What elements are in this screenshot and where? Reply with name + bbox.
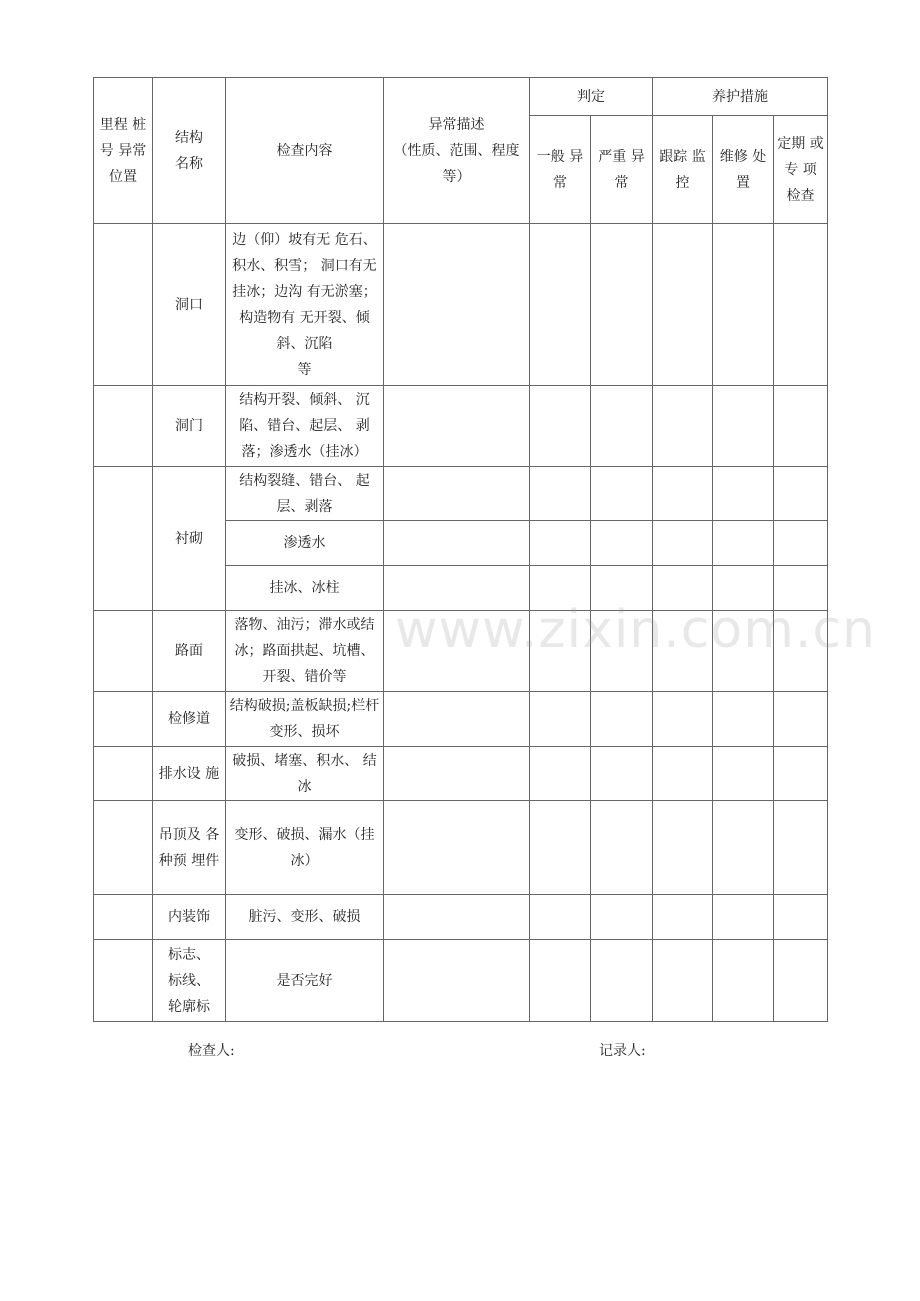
description-cell[interactable] [384, 467, 530, 521]
inspection-form [93, 77, 827, 1022]
structure-cell: 标志、 标线、 轮廓标 [153, 940, 226, 1022]
header-judge-severe: 严重 异常 [591, 116, 653, 224]
structure-cell: 内装饰 [153, 895, 226, 940]
content-cell: 结构破损;盖板缺损;栏杆变形、损坏 [226, 692, 384, 747]
repair-cell[interactable] [713, 692, 774, 747]
special-cell[interactable] [774, 386, 828, 467]
repair-cell[interactable] [713, 386, 774, 467]
monitor-cell[interactable] [653, 801, 713, 895]
judge-severe-cell[interactable] [591, 801, 653, 895]
repair-cell[interactable] [713, 224, 774, 386]
judge-general-cell[interactable] [530, 692, 591, 747]
description-cell[interactable] [384, 224, 530, 386]
header-description: 异常描述 （性质、范围、程度等） [384, 78, 530, 224]
monitor-cell[interactable] [653, 895, 713, 940]
content-cell: 挂冰、冰柱 [226, 566, 384, 611]
location-cell[interactable] [94, 692, 153, 747]
judge-severe-cell[interactable] [591, 747, 653, 801]
content-cell: 结构开裂、倾斜、 沉陷、错台、起层、 剥落；渗透水（挂冰） [226, 386, 384, 467]
monitor-cell[interactable] [653, 386, 713, 467]
table-row [94, 692, 828, 747]
table-row [94, 895, 828, 940]
judge-severe-cell[interactable] [591, 521, 653, 566]
table-row [94, 611, 828, 692]
header-measure-repair: 维修 处置 [713, 116, 774, 224]
judge-general-cell[interactable] [530, 566, 591, 611]
special-cell[interactable] [774, 747, 828, 801]
table-row [94, 940, 828, 1022]
description-cell[interactable] [384, 566, 530, 611]
header-measure-special: 定期 或 专 项 检查 [774, 116, 828, 224]
table-row [94, 224, 828, 386]
header-measures: 养护措施 [653, 78, 828, 116]
content-cell: 渗透水 [226, 521, 384, 566]
structure-cell: 吊顶及 各种预 埋件 [153, 801, 226, 895]
special-cell[interactable] [774, 566, 828, 611]
content-cell: 落物、油污；滞水或结冰；路面拱起、坑槽、开裂、错价等 [226, 611, 384, 692]
judge-severe-cell[interactable] [591, 895, 653, 940]
recorder-label: 记录人: [599, 1043, 646, 1059]
description-cell[interactable] [384, 692, 530, 747]
repair-cell[interactable] [713, 611, 774, 692]
judge-general-cell[interactable] [530, 747, 591, 801]
location-cell[interactable] [94, 611, 153, 692]
content-cell: 脏污、变形、破损 [226, 895, 384, 940]
watermark: www.zixin.com.cn [395, 600, 876, 660]
header-judge-general: 一般 异常 [530, 116, 591, 224]
monitor-cell[interactable] [653, 611, 713, 692]
repair-cell[interactable] [713, 940, 774, 1022]
description-cell[interactable] [384, 895, 530, 940]
judge-severe-cell[interactable] [591, 224, 653, 386]
monitor-cell[interactable] [653, 692, 713, 747]
content-cell: 边（仰）坡有无 危石、积水、积雪； 洞口有无挂冰；边沟 有无淤塞；构造物有 无开裂、倾斜、沉陷 等 [226, 224, 384, 386]
content-cell: 破损、堵塞、积水、 结冰 [226, 747, 384, 801]
table-row [94, 386, 828, 467]
header-judgement: 判定 [530, 78, 653, 116]
header-content: 检查内容 [226, 78, 384, 224]
judge-severe-cell[interactable] [591, 467, 653, 521]
judge-severe-cell[interactable] [591, 611, 653, 692]
special-cell[interactable] [774, 801, 828, 895]
monitor-cell[interactable] [653, 566, 713, 611]
monitor-cell[interactable] [653, 940, 713, 1022]
inspector-label: 检查人: [188, 1043, 235, 1059]
structure-cell: 排水设 施 [153, 747, 226, 801]
judge-severe-cell[interactable] [591, 386, 653, 467]
special-cell[interactable] [774, 467, 828, 521]
special-cell[interactable] [774, 224, 828, 386]
header-row-1 [94, 78, 828, 116]
judge-general-cell[interactable] [530, 611, 591, 692]
table-row [94, 747, 828, 801]
judge-general-cell[interactable] [530, 801, 591, 895]
header-structure: 结构 名称 [153, 78, 226, 224]
table-row [94, 467, 828, 521]
monitor-cell[interactable] [653, 521, 713, 566]
location-cell[interactable] [94, 386, 153, 467]
special-cell[interactable] [774, 611, 828, 692]
location-cell[interactable] [94, 747, 153, 801]
inspection-table [93, 77, 828, 1022]
repair-cell[interactable] [713, 521, 774, 566]
location-cell[interactable] [94, 467, 153, 611]
judge-general-cell[interactable] [530, 895, 591, 940]
judge-general-cell[interactable] [530, 386, 591, 467]
description-cell[interactable] [384, 521, 530, 566]
content-cell: 结构裂缝、错台、 起层、剥落 [226, 467, 384, 521]
structure-cell: 衬砌 [153, 467, 226, 611]
header-location: 里程 桩号 异常位置 [94, 78, 153, 224]
content-cell: 是否完好 [226, 940, 384, 1022]
judge-general-cell[interactable] [530, 940, 591, 1022]
structure-cell: 洞口 [153, 224, 226, 386]
judge-general-cell[interactable] [530, 224, 591, 386]
special-cell[interactable] [774, 521, 828, 566]
special-cell[interactable] [774, 940, 828, 1022]
content-cell: 变形、破损、漏水（挂冰） [226, 801, 384, 895]
description-cell[interactable] [384, 611, 530, 692]
judge-severe-cell[interactable] [591, 566, 653, 611]
header-measure-monitor: 跟踪 监控 [653, 116, 713, 224]
description-cell[interactable] [384, 801, 530, 895]
repair-cell[interactable] [713, 747, 774, 801]
location-cell[interactable] [94, 895, 153, 940]
structure-cell: 洞门 [153, 386, 226, 467]
monitor-cell[interactable] [653, 224, 713, 386]
structure-cell: 检修道 [153, 692, 226, 747]
special-cell[interactable] [774, 692, 828, 747]
location-cell[interactable] [94, 224, 153, 386]
monitor-cell[interactable] [653, 467, 713, 521]
special-cell[interactable] [774, 895, 828, 940]
repair-cell[interactable] [713, 895, 774, 940]
monitor-cell[interactable] [653, 747, 713, 801]
table-row [94, 801, 828, 895]
repair-cell[interactable] [713, 467, 774, 521]
description-cell[interactable] [384, 747, 530, 801]
location-cell[interactable] [94, 940, 153, 1022]
description-cell[interactable] [384, 940, 530, 1022]
description-cell[interactable] [384, 386, 530, 467]
judge-general-cell[interactable] [530, 467, 591, 521]
repair-cell[interactable] [713, 801, 774, 895]
judge-general-cell[interactable] [530, 521, 591, 566]
judge-severe-cell[interactable] [591, 692, 653, 747]
location-cell[interactable] [94, 801, 153, 895]
repair-cell[interactable] [713, 566, 774, 611]
structure-cell: 路面 [153, 611, 226, 692]
judge-severe-cell[interactable] [591, 940, 653, 1022]
